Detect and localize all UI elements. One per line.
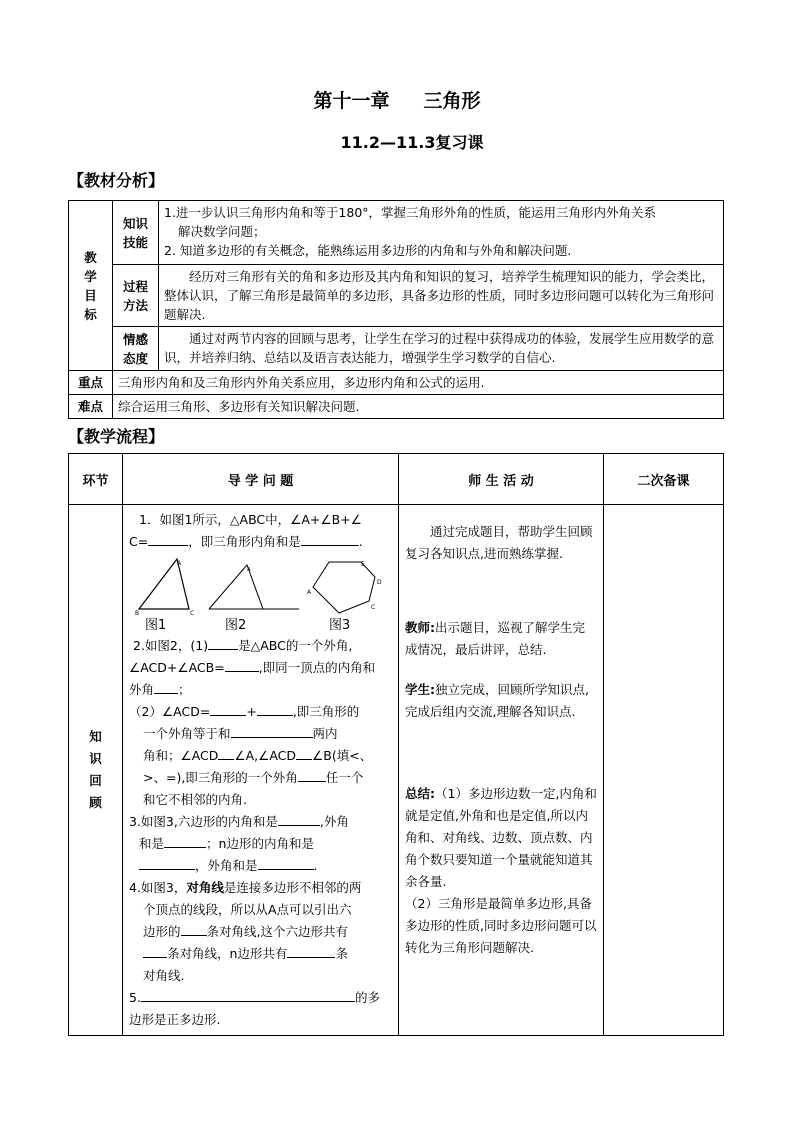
header-questions: 导 学 问 题 — [123, 454, 399, 505]
vertex-label: B — [135, 610, 140, 617]
stage-char: 回 — [89, 773, 102, 788]
figure1-triangle — [139, 559, 189, 609]
section-flow-heading: 【教学流程】 — [68, 427, 165, 446]
vertex-label: D — [377, 579, 382, 586]
label-text: 过程方法 — [122, 278, 148, 313]
chapter-name: 三角形 — [423, 90, 481, 112]
label-text: 知识技能 — [122, 215, 148, 250]
student-label: 学生: — [405, 682, 435, 697]
q2-text: 一个外角等于和 — [143, 726, 231, 741]
vertex-label: C — [190, 610, 195, 617]
q2-text: 外角 — [129, 682, 155, 697]
figure3-label: 图3 — [329, 618, 351, 633]
q3-text: 3.如图3,六边形的内角和是 — [129, 814, 278, 829]
q1-text: 1．如图1所示，△ABC中，∠A+∠B+∠ — [139, 512, 362, 527]
q3-text: 和是 — [139, 836, 165, 851]
summary-text-2: （2）三角形是最简单多边形,具备多边形的性质,同时多边形问题可以转化为三角形问题解决. — [405, 896, 597, 955]
vertex-label: A — [177, 560, 182, 567]
header-second-prep: 二次备课 — [604, 454, 724, 505]
vertex-label: A — [307, 589, 312, 596]
q2-text: + — [246, 704, 257, 719]
figure1-label: 图1 — [145, 618, 167, 633]
lesson-title: 11.2—11.3复习课 — [340, 133, 484, 152]
answer-blank[interactable] — [225, 657, 259, 672]
answer-blank[interactable] — [148, 531, 188, 546]
q3-text: ,外角 — [319, 814, 349, 829]
activity-teacher — [405, 617, 597, 661]
section-analysis-heading: 【教材分析】 — [68, 171, 165, 190]
summary-label: 总结: — [405, 786, 435, 801]
goal-label-cell — [69, 201, 113, 371]
row-text-process: 经历对三角形有关的角和多边形及其内角和知识的复习，培养学生梳理知识的能力，学会类比，整体认识，了解三角形是最简单的多边形，具备多边形的性质，同时多边形问题可以转化为三角形问题解决. — [159, 265, 724, 327]
figures-svg — [129, 557, 393, 617]
q2-text: >、=),即三角形的一个外角 — [143, 770, 298, 785]
q2-text: 任一个 — [325, 770, 364, 785]
answer-blank[interactable] — [208, 635, 238, 650]
figure2-triangle-extended — [209, 565, 299, 609]
vertex-label: A — [247, 567, 251, 573]
text-line: 解决数学问题； — [178, 224, 266, 239]
answer-blank[interactable] — [181, 921, 207, 936]
q4-text: 条对角线，n边形共有 — [167, 946, 288, 961]
student-text: 独立完成，回顾所学知识点,完成后组内交流,理解各知识点. — [405, 682, 589, 719]
q2-text: ； — [178, 682, 191, 697]
vertex-label: C — [371, 604, 376, 611]
answer-blank[interactable] — [141, 987, 355, 1002]
stage-char: 知 — [89, 729, 102, 744]
answer-blank[interactable] — [257, 701, 293, 716]
q2-text: ∠A,∠ACD — [234, 748, 297, 763]
stage-cell — [69, 505, 123, 1036]
summary-text-1: （1）多边形边数一定,内角和就是定值,外角和也是定值,所以内角和、对角线、边数、顶点数、内角个数只要知道一个量就能知道其余各量. — [405, 786, 597, 889]
q4-text: 条 — [335, 946, 348, 961]
q1-text: C= — [129, 534, 149, 549]
activity-intro: 通过完成题目，帮助学生回顾复习各知识点,进而熟练掌握. — [405, 524, 593, 561]
q4-text: 边形的 — [143, 924, 181, 939]
q5-text: 边形是正多边形. — [129, 1012, 221, 1027]
analysis-table — [68, 200, 724, 419]
answer-blank[interactable] — [287, 943, 335, 958]
q2-text: （2）∠ACD= — [129, 704, 211, 719]
q4-text: 是连接多边形不相邻的两 — [223, 880, 362, 895]
difficulty-label: 难点 — [69, 395, 113, 419]
chapter-number: 第十一章 — [313, 90, 390, 112]
q3-text: ，外角和是 — [195, 858, 258, 873]
q2-text: 角和；∠ACD — [143, 748, 219, 763]
answer-blank[interactable] — [143, 943, 167, 958]
answer-blank[interactable] — [154, 679, 178, 694]
answer-blank[interactable] — [296, 745, 312, 760]
answer-blank[interactable] — [301, 531, 359, 546]
key-text: 三角形内角和及三角形内外角关系应用，多边形内角和公式的运用. — [113, 371, 724, 395]
row-label-emotion — [113, 327, 159, 371]
vertex-label: E — [361, 561, 365, 568]
triangle-abc-2 — [209, 565, 263, 609]
key-label: 重点 — [69, 371, 113, 395]
header-activities: 师 生 活 动 — [399, 454, 604, 505]
text-line: 2. 知道多边形的有关概念，能熟练运用多边形的内角和与外角和解决问题. — [164, 243, 572, 258]
q5-text: 的多 — [354, 990, 380, 1005]
figure2-label: 图2 — [225, 618, 247, 633]
goal-char: 标 — [84, 306, 97, 322]
activity-student — [405, 679, 597, 723]
q2-text: ,即同一顶点的内角和 — [258, 660, 376, 675]
goal-char: 目 — [84, 287, 97, 303]
row-text-emotion: 通过对两节内容的回顾与思考，让学生在学习的过程中获得成功的体验，发展学生应用数学的意识，并培养归纳、总结以及语言表达能力，增强学生学习数学的自信心. — [159, 327, 724, 371]
q4-text: 4.如图3， — [129, 880, 187, 895]
answer-blank[interactable] — [164, 833, 206, 848]
answer-blank[interactable] — [231, 723, 313, 738]
q3-text: ；n边形的内角和是 — [206, 836, 314, 851]
label-text: 情感态度 — [122, 331, 148, 366]
header-stage: 环节 — [69, 454, 123, 505]
goal-char: 教 — [84, 249, 97, 265]
row-text-knowledge — [159, 201, 724, 265]
q1-text: . — [358, 534, 363, 549]
answer-blank[interactable] — [218, 745, 234, 760]
chapter-title — [0, 86, 794, 113]
figures-row — [129, 557, 392, 617]
figure3-hexagon — [313, 562, 375, 613]
stage-char: 顾 — [89, 795, 102, 810]
q2-text: ∠ACD+∠ACB= — [129, 660, 225, 675]
activity-summary — [405, 783, 597, 893]
text-line: 1.进一步认识三角形内角和等于180°，掌握三角形外角的性质，能运用三角形内外角关系 — [164, 205, 657, 220]
second-prep-cell — [604, 505, 724, 1036]
answer-blank[interactable] — [139, 855, 195, 870]
goal-char: 学 — [84, 268, 97, 284]
q2-text: 和它不相邻的内角. — [143, 792, 247, 807]
q2-text: ,即三角形的 — [292, 704, 360, 719]
answer-blank[interactable] — [278, 811, 320, 826]
q4-keyword: 对角线 — [186, 880, 224, 895]
figure-labels — [129, 617, 392, 635]
q2-text: ∠B(填<、 — [312, 748, 373, 763]
difficulty-text: 综合运用三角形、多边形有关知识解决问题. — [113, 395, 724, 419]
triangle-abc — [139, 559, 189, 609]
q4-text: 对角线. — [143, 968, 185, 983]
flow-table — [68, 453, 724, 1036]
q1-text: ，即三角形内角和是 — [188, 534, 301, 549]
questions-cell — [123, 505, 399, 1036]
answer-blank[interactable] — [298, 767, 326, 782]
q5-text: 5. — [129, 990, 141, 1005]
q2-text: 是△ABC的一个外角, — [238, 638, 353, 653]
stage-char: 识 — [89, 751, 102, 766]
row-label-process — [113, 265, 159, 327]
row-label-knowledge — [113, 201, 159, 265]
teacher-label: 教师: — [405, 620, 435, 635]
teacher-text: 出示题目，巡视了解学生完成情况，最后讲评，总结. — [405, 620, 586, 657]
q2-text: 2.如图2，(1) — [133, 638, 209, 653]
answer-blank[interactable] — [258, 855, 314, 870]
answer-blank[interactable] — [210, 701, 246, 716]
q4-text: 个顶点的线段，所以从A点可以引出六 — [143, 902, 352, 917]
q4-text: 条对角线,这个六边形共有 — [206, 924, 348, 939]
q2-text: 两内 — [312, 726, 338, 741]
activities-cell — [399, 505, 604, 1036]
hexagon — [313, 562, 375, 613]
q3-text: . — [313, 858, 318, 873]
